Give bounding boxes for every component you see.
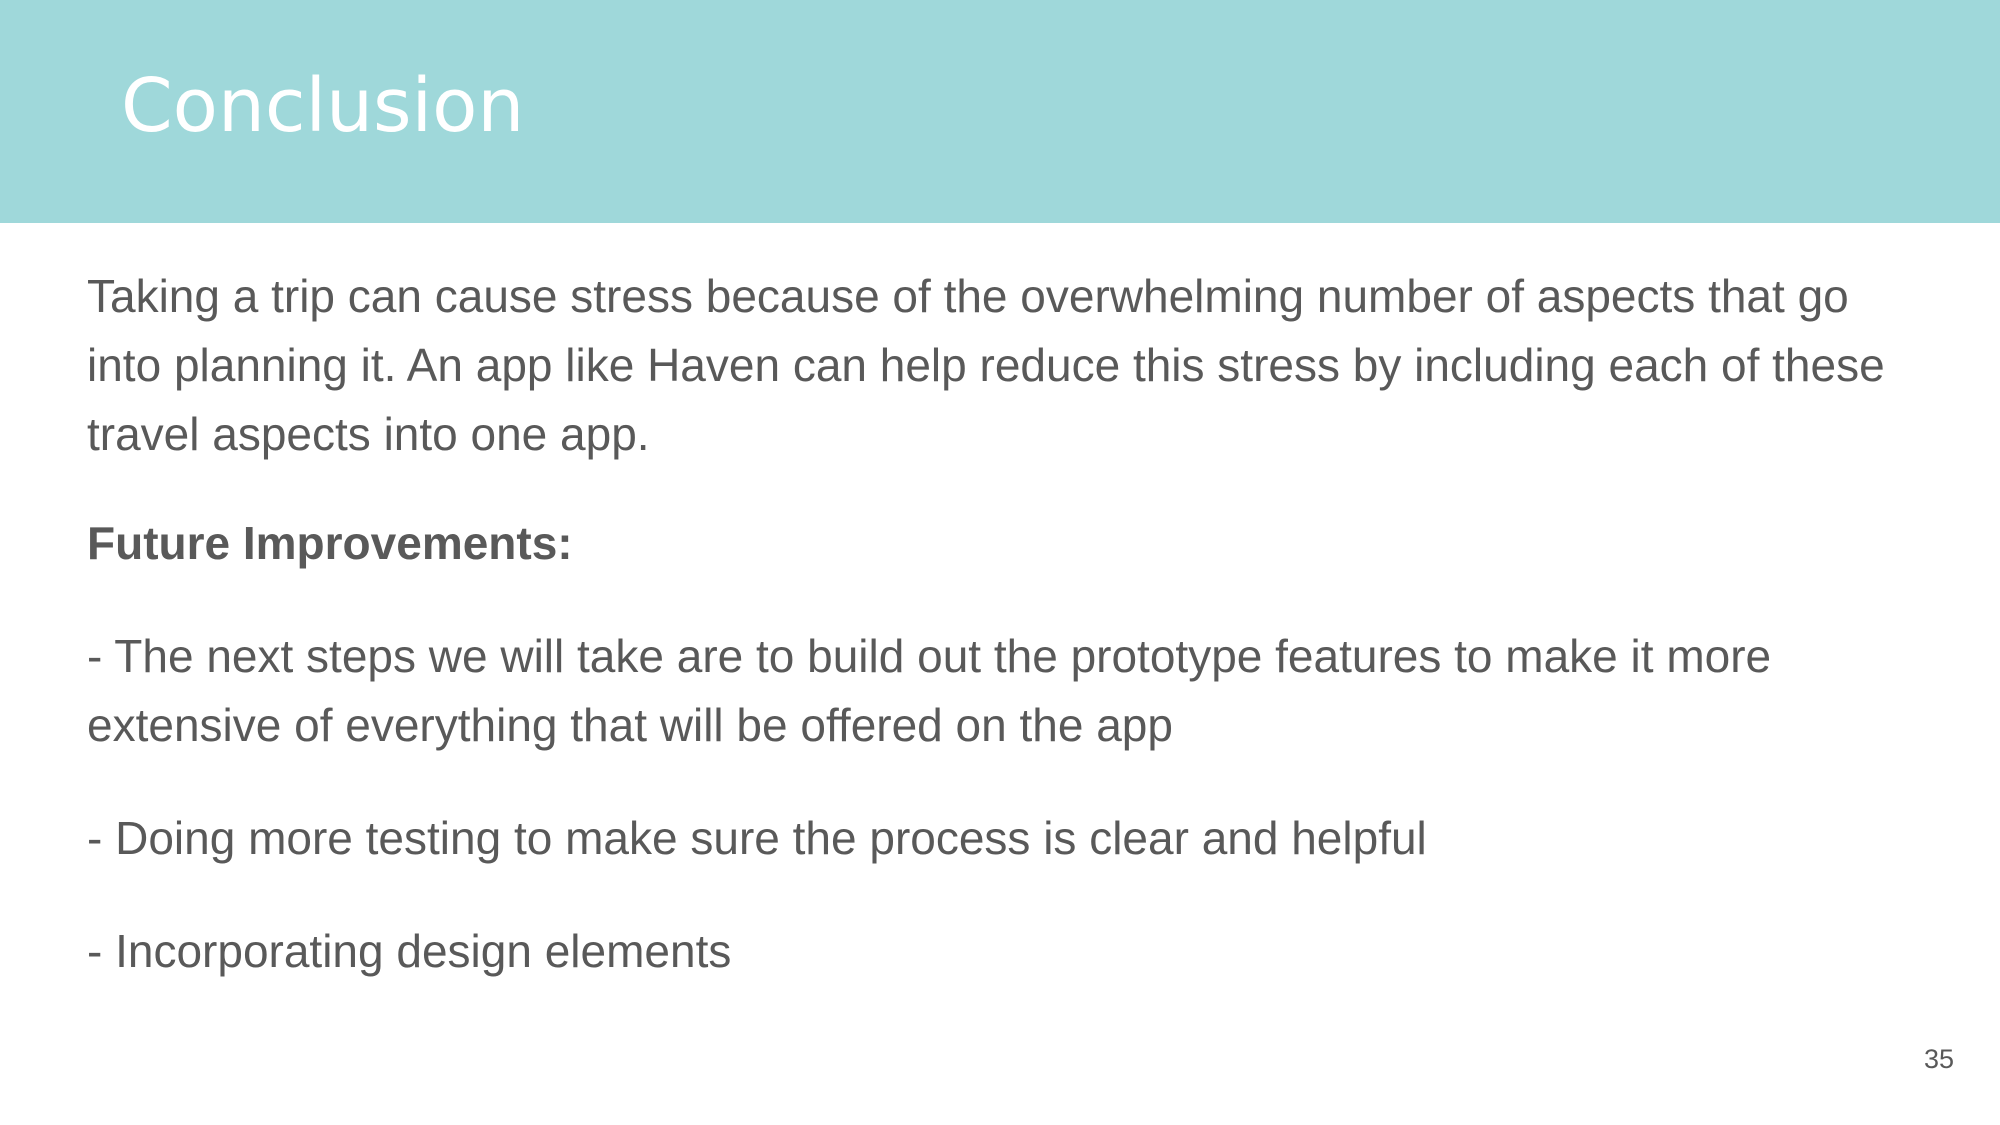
page-number: 35: [1923, 1044, 1954, 1074]
header-band: [0, 0, 2000, 223]
slide-body: [87, 262, 1937, 986]
bullet-item: - Incorporating design elements: [87, 925, 732, 977]
future-improvements-heading: Future Improvements:: [87, 517, 573, 569]
bullet-item: - The next steps we will take are to build out the prototype features to make it more extensive of everything that will be offered on the app: [87, 630, 1772, 751]
intro-paragraph: Taking a trip can cause stress because of the overwhelming number of aspects that go into planning it. An app like Haven can help reduce this stress by including each of these travel aspects into one app.: [87, 270, 1885, 460]
bullet-item: - Doing more testing to make sure the process is clear and helpful: [87, 812, 1427, 864]
slide-title: Conclusion: [121, 63, 525, 149]
